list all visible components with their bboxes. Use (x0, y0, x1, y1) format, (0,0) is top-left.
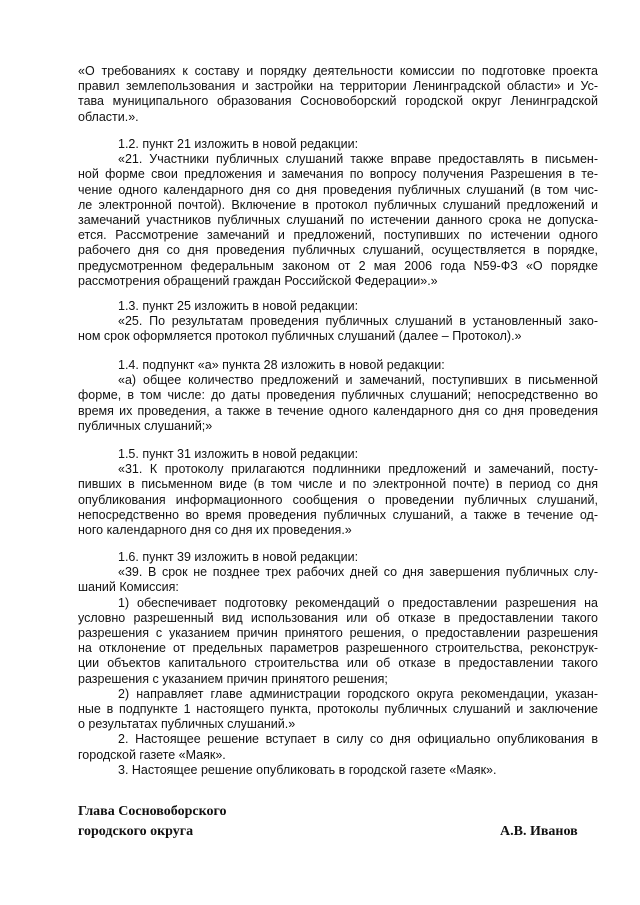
text-line: разрешения с указанием причин принятого решения, о предоставлении разрешения (78, 626, 598, 641)
text-line: ции объектов капитального строительства или об отказе в предоставлении такого (78, 656, 598, 671)
text-line: 3. Настоящее решение опубликовать в городской газете «Маяк». (118, 762, 497, 777)
text-line: «39. В срок не позднее трех рабочих дней со дня завершения публичных слу- (118, 565, 598, 580)
text-line: 1) обеспечивает подготовку рекомендаций о предоставлении разрешения на (118, 595, 598, 610)
text-line: предусмотренном федеральным законом от 2 мая 2006 года N59-ФЗ «О порядке (78, 258, 598, 273)
section-1-4 (78, 358, 598, 434)
text-line: замечаний участников публичных слушаний по истечении данного срока не допуска- (78, 213, 598, 228)
intro-paragraph (78, 64, 598, 125)
text-line: тава муниципального образования Сосновоборский городской округ Ленинградской (78, 94, 598, 109)
text-line: рассмотрения обращений граждан Российской Федерации».» (78, 273, 438, 288)
signature-name: А.В. Иванов (500, 824, 578, 839)
text-line: ного календарного дня со дня их проведения.» (78, 523, 352, 538)
text-line: ется. Рассмотрение замечаний и предложений, поступивших по истечении одного (78, 228, 598, 243)
text-line: 2. Настоящее решение вступает в силу со дня официально опубликования в (118, 732, 598, 747)
section-1-6 (78, 550, 598, 778)
text-line: публичных слушаний;» (78, 418, 213, 433)
text-line: ные в подпункте 1 настоящего пункта, протоколы публичных слушаний и заключение (78, 702, 598, 717)
text-line: рабочего дня со дня проведения публичных слушаний, осуществляется в порядке, (78, 243, 598, 258)
text-line: о результатах публичных слушаний.» (78, 717, 296, 732)
text-line: 2) направляет главе администрации городского округа рекомендации, указан- (118, 686, 598, 701)
text-line: форме, в том числе: до даты проведения публичных слушаний; непосредственно во (78, 388, 598, 403)
section-heading: 1.4. подпункт «а» пункта 28 изложить в новой редакции: (118, 358, 445, 372)
text-line: ле электронной почтой). Включение в протокол публичных слушаний предложений и (78, 197, 598, 212)
text-line: пивших в письменном виде (в том числе и по электронной почте) в период со дня (78, 477, 598, 492)
text-line: ном срок оформляется протокол публичных слушаний (далее – Протокол).» (78, 329, 522, 344)
section-heading: 1.3. пункт 25 изложить в новой редакции: (118, 299, 359, 313)
text-line: на отклонение от предельных параметров разрешенного строительства, реконструк- (78, 641, 598, 656)
text-line: «а) общее количество предложений и замечаний, поступивших в письменной (118, 373, 598, 388)
text-line: «О требованиях к составу и порядку деятельности комиссии по подготовке проекта (78, 64, 598, 78)
section-heading: 1.5. пункт 31 изложить в новой редакции: (118, 447, 359, 461)
text-line: правил землепользования и застройки на территории Ленинградской области» и Ус- (78, 79, 598, 94)
text-line: время их проведения, а также в течение одного календарного дня со дня проведения (78, 403, 598, 418)
section-heading: 1.6. пункт 39 изложить в новой редакции: (118, 550, 359, 564)
text-line: «25. По результатам проведения публичных слушаний в установленный зако- (118, 314, 598, 329)
section-1-5 (78, 447, 598, 538)
signature-title-line-1: Глава Сосновоборского (78, 804, 227, 819)
text-line: условно разрешенный вид использования или об отказе в предоставлении такого (78, 610, 598, 625)
text-line: непосредственно во время проведения публичных слушаний, а также в течение од- (78, 507, 598, 522)
text-line: «31. К протоколу прилагаются подлинники предложений и замечаний, посту- (118, 462, 598, 477)
text-line: ной форме свои предложения и замечания по вопросу получения Разрешения в те- (78, 167, 598, 182)
text-line: чение одного календарного дня со дня проведения публичных слушаний (в том чис- (78, 182, 598, 197)
text-line: городской газете «Маяк». (78, 747, 226, 762)
text-line: разрешения с указанием причин принятого решения; (78, 671, 388, 686)
text-line: шаний Комиссия: (78, 580, 179, 595)
text-line: опубликования информационного сообщения о проведении публичных слушаний, (78, 492, 598, 507)
section-1-3 (78, 299, 598, 345)
section-1-2 (78, 137, 598, 289)
text-line: области.». (78, 109, 139, 124)
text-line: «21. Участники публичных слушаний также вправе предоставлять в письмен- (118, 152, 598, 167)
section-heading: 1.2. пункт 21 изложить в новой редакции: (118, 137, 359, 151)
signature-title-line-2: городского округа (78, 824, 194, 839)
